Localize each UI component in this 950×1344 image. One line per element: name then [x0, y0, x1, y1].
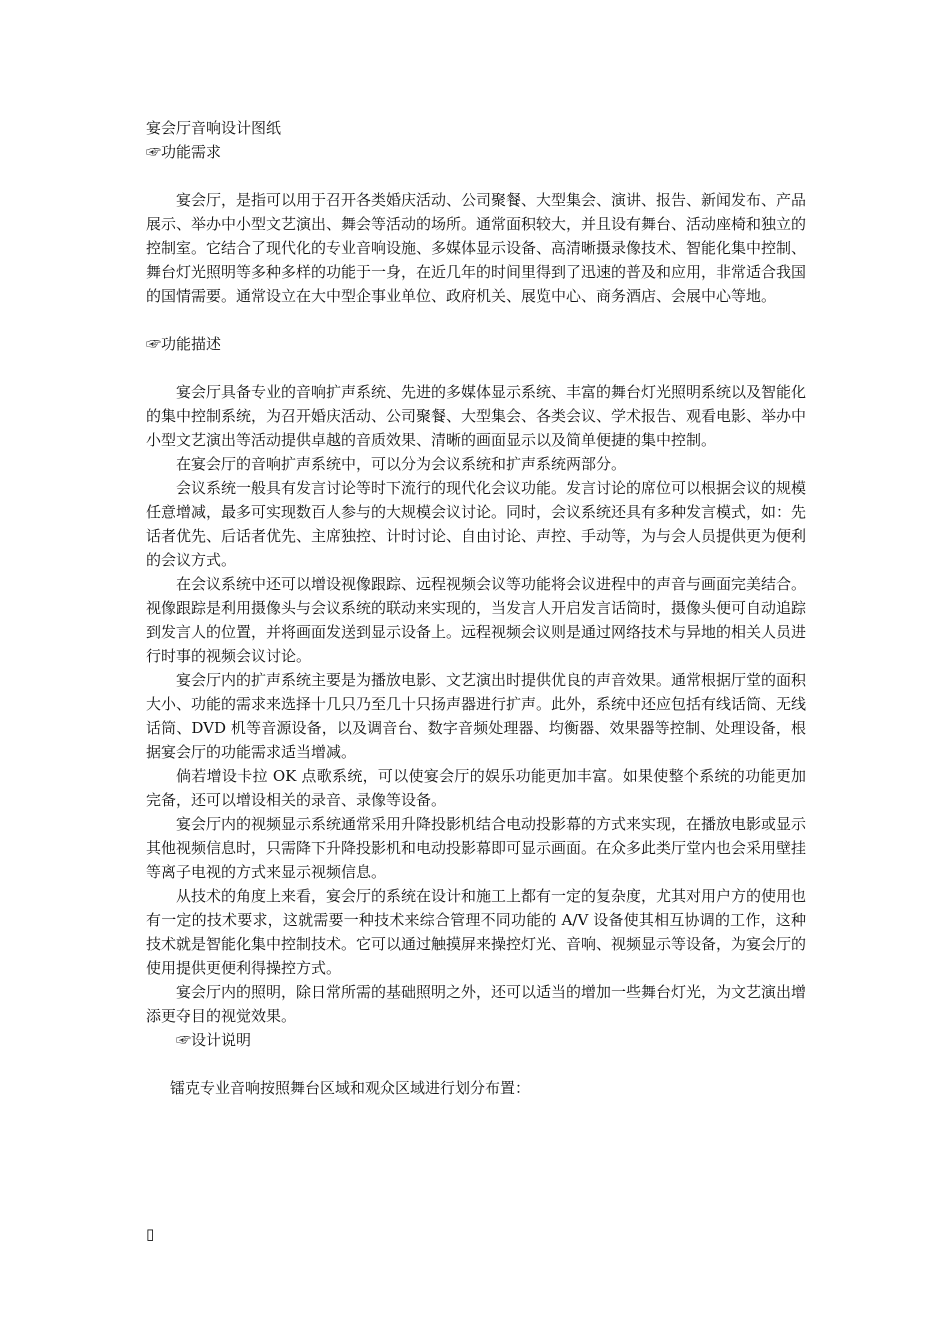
description-paragraph: 从技术的角度上来看，宴会厅的系统在设计和施工上都有一定的复杂度，尤其对用户方的使用也有一定的技术要求，这就需要一种技术来综合管理不同功能的 A/V 设备使其相互协调的工作，这种技术就是智能化集中控制技术。它可以通过触摸屏来操控灯光、音响、视频显示等设备，为宴会厅的使用提供更便利得操控方式。	[146, 887, 807, 977]
section-heading-requirements: ☞功能需求	[146, 143, 222, 161]
document-body	[146, 116, 806, 1100]
section-heading-description: ☞功能描述	[146, 335, 222, 353]
description-paragraph: 宴会厅内的照明，除日常所需的基础照明之外，还可以适当的增加一些舞台灯光，为文艺演出增添更夺目的视觉效果。	[146, 983, 807, 1025]
description-paragraph: 在宴会厅的音响扩声系统中，可以分为会议系统和扩声系统两部分。	[176, 455, 627, 473]
description-paragraph: 倘若增设卡拉 OK 点歌系统，可以使宴会厅的娱乐功能更加丰富。如果使整个系统的功能更加完备，还可以增设相关的录音、录像等设备。	[146, 767, 806, 809]
spacer	[146, 356, 806, 380]
spacer	[146, 308, 806, 332]
description-paragraph: 宴会厅具备专业的音响扩声系统、先进的多媒体显示系统、丰富的舞台灯光照明系统以及智能化的集中控制系统，为召开婚庆活动、公司聚餐、大型集会、各类会议、学术报告、观看电影、举办中小型文艺演出等活动提供卓越的音质效果、清晰的画面显示以及简单便捷的集中控制。	[146, 383, 807, 449]
description-paragraph: 宴会厅内的扩声系统主要是为播放电影、文艺演出时提供优良的声音效果。通常根据厅堂的面积大小、功能的需求来选择十几只乃至几十只扬声器进行扩声。此外，系统中还应包括有线话筒、无线话筒、DVD 机等音源设备，以及调音台、数字音频处理器、均衡器、效果器等控制、处理设备，根据宴会厅的功能需求适当增减。	[146, 671, 807, 761]
design-intro-line: 镭克专业音响按照舞台区域和观众区域进行划分布置：	[170, 1079, 531, 1097]
document-title: 宴会厅音响设计图纸	[146, 119, 282, 137]
description-paragraph: 在会议系统中还可以增设视像跟踪、远程视频会议等功能将会议进程中的声音与画面完美结合。视像跟踪是利用摄像头与会议系统的联动来实现的，当发言人开启发言话筒时，摄像头便可自动追踪到发言人的位置，并将画面发送到显示设备上。远程视频会议则是通过网络技术与异地的相关人员进行时事的视频会议讨论。	[146, 575, 807, 665]
section-heading-design: ☞设计说明	[176, 1031, 252, 1049]
spacer	[146, 1052, 806, 1076]
description-paragraph: 会议系统一般具有发言讨论等时下流行的现代化会议功能。发言讨论的席位可以根据会议的规模任意增减，最多可实现数百人参与的大规模会议讨论。同时，会议系统还具有多种发言模式，如：先话者优先、后话者优先、主席独控、计时讨论、自由讨论、声控、手动等，为与会人员提供更为便利的会议方式。	[146, 479, 807, 569]
description-paragraph: 宴会厅内的视频显示系统通常采用升降投影机结合电动投影幕的方式来实现，在播放电影或显示其他视频信息时，只需降下升降投影机和电动投影幕即可显示画面。在众多此类厅堂内也会采用壁挂等离子电视的方式来显示视频信息。	[146, 815, 807, 881]
placeholder-glyph: ▯	[146, 1225, 155, 1243]
spacer	[146, 164, 806, 188]
requirements-paragraph: 宴会厅，是指可以用于召开各类婚庆活动、公司聚餐、大型集会、演讲、报告、新闻发布、产品展示、举办中小型文艺演出、舞会等活动的场所。通常面积较大，并且设有舞台、活动座椅和独立的控制室。它结合了现代化的专业音响设施、多媒体显示设备、高清晰摄录像技术、智能化集中控制、舞台灯光照明等多种多样的功能于一身，在近几年的时间里得到了迅速的普及和应用，非常适合我国的国情需要。通常设立在大中型企事业单位、政府机关、展览中心、商务酒店、会展中心等地。	[146, 191, 807, 305]
